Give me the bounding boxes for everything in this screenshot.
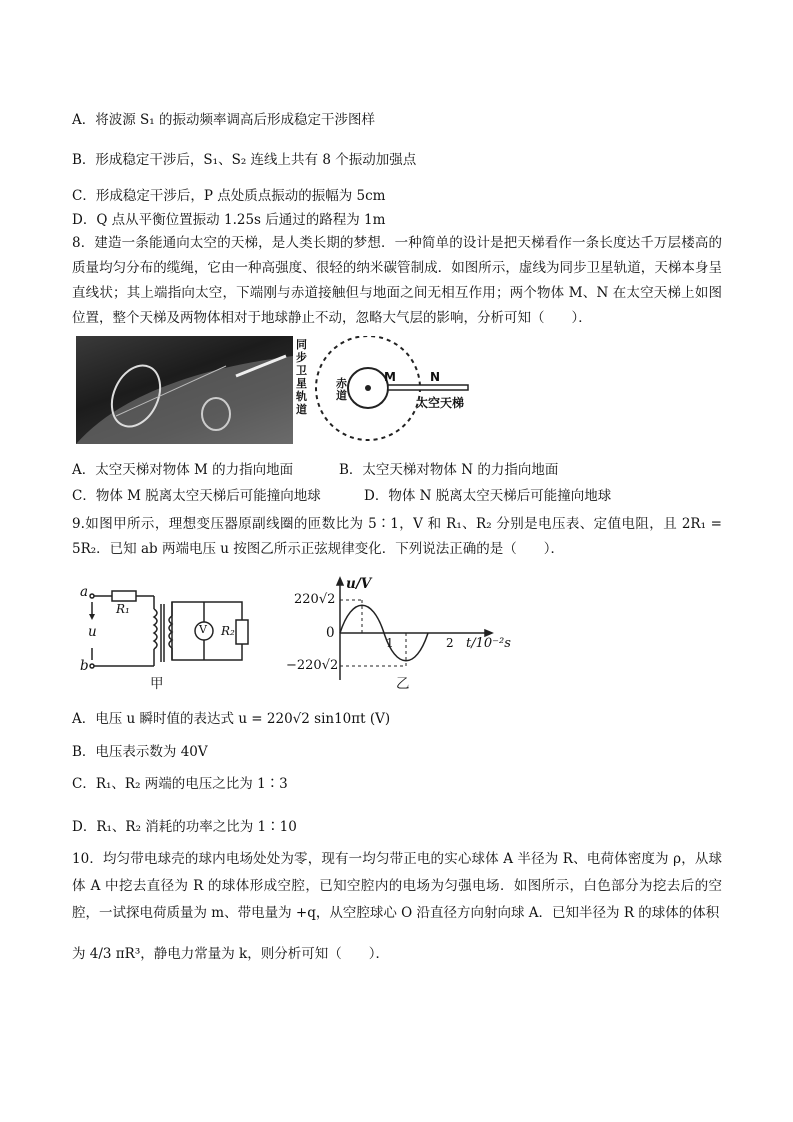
m-label: M [384,370,396,384]
voltmeter-label: V [199,623,207,636]
q8-option-b: B．太空天梯对物体 N 的力指向地面 [339,462,559,478]
graph-zero: 0 [326,625,335,641]
voltage-graph [282,576,512,694]
q8-option-c: C．物体 M 脱离太空天梯后可能撞向地球 [72,488,321,504]
space-elevator-photo [76,336,293,444]
q7-option-d: D．Q 点从平衡位置振动 1.25s 后通过的路程为 1m [72,212,386,228]
n-label: N [430,370,441,384]
q8-option-d: D．物体 N 脱离太空天梯后可能撞向地球 [364,488,612,504]
graph-ylabel: u/V [346,576,372,592]
q7-option-b: B．形成稳定干涉后，S₁、S₂ 连线上共有 8 个振动加强点 [72,152,417,168]
graph-t1: 1 [386,636,394,650]
elevator-diagram [296,336,516,448]
circuit-caption: 甲 [150,676,164,692]
voltage-u-label: u [88,624,97,640]
q9-option-d: D．R₁、R₂ 消耗的功率之比为 1∶10 [72,819,297,835]
r2-label: R₂ [221,624,235,638]
graph-xlabel: t/10⁻²s [466,636,511,651]
transformer-circuit [76,584,256,692]
q10-stem-tail: 为 4/3 πR³，静电力常量为 k，则分析可知（ ）． [72,946,389,962]
terminal-b-label: b [80,658,89,674]
q10-stem: 10．均匀带电球壳的球内电场处处为零，现有一均匀带正电的实心球体 A 半径为 R、电荷体密度为 ρ，从球体 A 中挖去直径为 R 的球体形成空腔，已知空腔内的电场为匀强电场．如图所示，白色部分为挖去后的空腔，一试探电荷质量为 m、带电量为 +q，从空腔球心 O 沿直径方向射向球 A．已知半径为 R 的球体的体积 [72,851,722,921]
graph-ymax: 220√2 [294,592,336,607]
space-elevator-photo-art [76,336,293,444]
q7-option-a: A．将波源 S₁ 的振动频率调高后形成稳定干涉图样 [72,112,375,128]
elevator-diagram-svg [296,336,516,448]
q8-stem: 8．建造一条能通向太空的天梯，是人类长期的梦想．一种简单的设计是把天梯看作一条长度达千万层楼高的质量均匀分布的缆绳，它由一种高强度、很轻的纳米碳管制成．如图所示，虚线为同步卫星轨道，天梯本身呈直线状；其上端指向太空，下端刚与赤道接触但与地面之间无相互作用；两个物体 M、N 在太空天梯上如图位置，整个天梯及两物体相对于地球静止不动，忽略大气层的影响，分析可知（ ）． [72,235,722,326]
q7-option-c: C．形成稳定干涉后，P 点处质点振动的振幅为 5cm [72,188,386,204]
q9-stem: 9.如图甲所示，理想变压器原副线圈的匝数比为 5∶1，V 和 R₁、R₂ 分别是电压表、定值电阻，且 2R₁ = 5R₂．已知 ab 两端电压 u 按图乙所示正弦规律变化．下列说法正确的是（ ）． [72,516,722,557]
terminal-a-label: a [80,584,89,600]
transformer-circuit-svg [76,584,256,692]
q9-option-c: C．R₁、R₂ 两端的电压之比为 1∶3 [72,776,288,792]
r1-label: R₁ [116,602,130,616]
graph-caption: 乙 [396,676,410,692]
graph-ymin: −220√2 [286,658,339,673]
elevator-label: 太空天梯 [416,396,465,410]
q8-option-a: A．太空天梯对物体 M 的力指向地面 [72,462,294,478]
orbit-label: 同步卫星轨道 [296,338,307,416]
equator-label: 赤道 [336,377,347,402]
graph-t2: 2 [446,636,454,650]
q9-option-a: A．电压 u 瞬时值的表达式 u = 220√2 sin10πt (V) [72,711,391,727]
q9-option-b: B．电压表示数为 40V [72,744,208,760]
